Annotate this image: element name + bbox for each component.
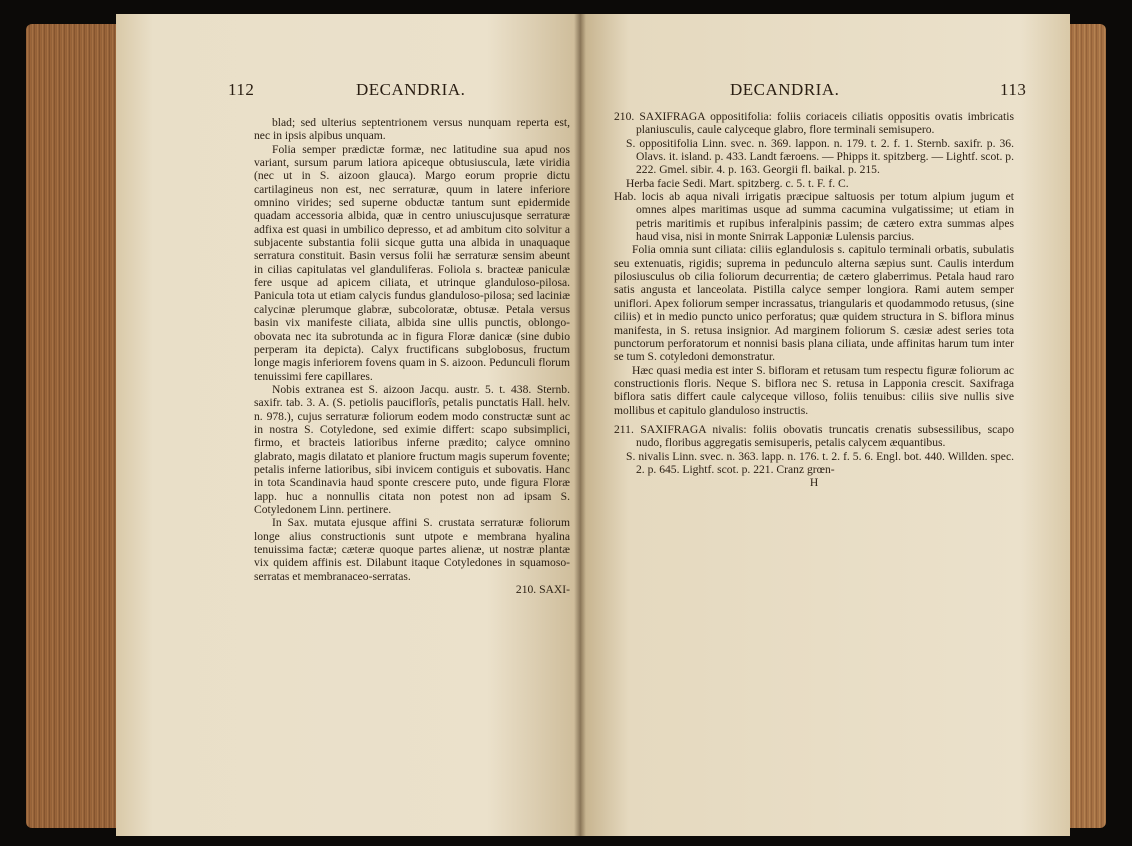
right-page-edges <box>1068 24 1106 828</box>
left-page-edges <box>26 24 122 828</box>
left-paragraph-2: Folia semper prædictæ formæ, nec latitudine sua apud nos variant, sursum parum latiora apiceque obtusiuscula, læte viridia (nec ut in S. aizoon glauca). Margo eorum proprie dictu cartilagineus non est, nec serraturæ, quum in latere inferiore omnino virides; sed superne obductæ tantum sunt epidermide quadam accessoria albida, quæ in centro uniuscujusque serraturæ adfixa est quasi in umbilico depresso, et ad ambitum cito solvitur a subjacente substantia folii sicque gutta una albida in unaquaque serratura constituit. Basin versus folii hæ serraturæ sensim abeunt in cilias capitulatas vel glanduliferas. Foliola s. bracteæ paniculæ fere usque ad apicem ciliata, et utrinque glanduloso-pilosa. Panicula tota ut etiam calycis fundus glanduloso-pilosa; sed laciniæ calycinæ plerumque glabræ, subcoloratæ, obtusæ. Petala versus basin vix manifeste ciliata, albida sine ullis punctis, oblongo-obovata nec ita subrotunda ac in figura Floræ danicæ (sine dubio perperam ita depicta). Calyx fructificans subglobosus, fructum longe magis inferiorem fovens quam in S. aizoon. Pedunculi florum tenuissimi fere capillares. <box>254 142 570 383</box>
entry-211-heading: 211. SAXIFRAGA nivalis: foliis obovatis truncatis crenatis subsessilibus, scapo nudo, floribus aggregatis semisuperis, petalis calycem æquantibus. <box>614 422 1014 450</box>
left-paragraph-3: Nobis extranea est S. aizoon Jacqu. austr. 5. t. 438. Sternb. saxifr. tab. 3. A. (S. petiolis pauciflorîs, petalis punctatis Hall. helv. n. 978.), cujus serraturæ foliorum eodem modo constructæ sunt ac in nostra S. Cotyledone, sed eximie differt: scapo subsimplici, firmo, et bracteis latioribus inferne prædito; calyce omnino glabrato, magis dilatato et planiore fructum magis superum fovente; petalis inferne latioribus, sibi invicem contiguis et subovatis. Hanc in tota Scandinavia haud sponte crescere puto, unde figura Floræ lapp. huc a nonnullis citata non potest non ad ipsam S. Cotyledonem Linn. pertinere. <box>254 382 570 516</box>
entry-210-habitat: Hab. locis ab aqua nivali irrigatis præcipue saltuosis per totum alpium jugum et omnes alpes maritimas usque ad summa cacumina vulgatissime; ut etiam in petris maritimis et rupibus inferalpinis passim; de cætero extra summas alpes haud visa, nisi in monte Snirrak Lapponiæ Lulensis parcius. <box>614 190 1014 244</box>
right-page-number: 113 <box>1000 80 1027 99</box>
left-running-head: DECANDRIA. <box>356 80 466 99</box>
left-page-text <box>254 116 570 596</box>
right-page <box>580 14 1070 836</box>
entry-211-synonyms: S. nivalis Linn. svec. n. 363. lapp. n. 176. t. 2. f. 5. 6. Engl. bot. 440. Willden. spec. 2. p. 645. Lightf. scot. p. 221. Cranz grœn- <box>626 449 1014 476</box>
left-page <box>116 14 580 836</box>
open-book <box>26 14 1106 836</box>
left-page-number: 112 <box>228 80 255 99</box>
entry-210-paragraph-1: Folia omnia sunt ciliata: ciliis eglandulosis s. capitulo terminali orbatis, subulatis seu extenuatis, rigidis; suprema in pedunculo alterna sæpius sunt. Caulis interdum pilosiusculus ob cilia foliorum decurrentia; de cætero glaberrimus. Petala haud raro satis angusta et lanceolata. Pistilla calyce semper longiora. Rami autem semper uniflori. Apex foliorum semper incrassatus, triangularis et quodammodo retusus, (sine ciliis) et in medio puncto unico perforatus; quæ quidem structura in S. biflora minus manifesta, in S. retusa insignior. Ad marginem foliorum S. cæsiæ adest series tota punctorum perforatorum et nonnisi basis plana ciliata, unde affinitas harum tum inter se tum S. cotyledoni demonstratur. <box>614 243 1014 364</box>
right-page-text <box>614 110 1014 490</box>
right-running-head: DECANDRIA. <box>730 80 840 99</box>
book-gutter <box>574 14 586 836</box>
entry-210-herba: Herba facie Sedi. Mart. spitzberg. c. 5. t. F. f. C. <box>626 176 849 190</box>
entry-210-synonyms: S. oppositifolia Linn. svec. n. 369. lappon. n. 179. t. 2. f. 1. Sternb. saxifr. p. 36. Olavs. it. island. p. 433. Landt færoens. — Phipps it. spitzberg. — Lightf. scot. p. 222. Gmel. sibir. 4. p. 163. Georgii fl. baikal. p. 215. <box>626 136 1014 177</box>
left-paragraph-4: In Sax. mutata ejusque affini S. crustata serraturæ foliorum longe alius constructionis sunt utpote e membrana hyalina tenuissima factæ; cæteræ quoque partes alienæ, ut nostræ plantæ vix quidem affinis est. Dilabunt itaque Cotyledones in squamoso-serratas et membranaceo-serratas. <box>254 516 570 583</box>
signature-mark: H <box>809 476 819 490</box>
left-catchword: 210. SAXI- <box>515 583 570 597</box>
left-paragraph-1: blad; sed ulterius septentrionem versus nunquam reperta est, nec in ipsis alpibus unquam. <box>254 116 570 143</box>
entry-210-heading: 210. SAXIFRAGA oppositifolia: foliis coriaceis ciliatis oppositis ovatis imbricatis planiusculis, caule calyceque glabro, flore terminali semisupero. <box>614 110 1014 137</box>
entry-210-paragraph-2: Hæc quasi media est inter S. bifloram et retusam tum respectu figuræ foliorum ac constructionis floris. Neque S. biflora nec S. retusa in Lapponia crescit. Saxifraga biflora satis differt caule calyceque villoso, foliis tenuibus: ciliis sive nullis sive mollibus et capitulo glanduloso instructis. <box>614 363 1014 417</box>
